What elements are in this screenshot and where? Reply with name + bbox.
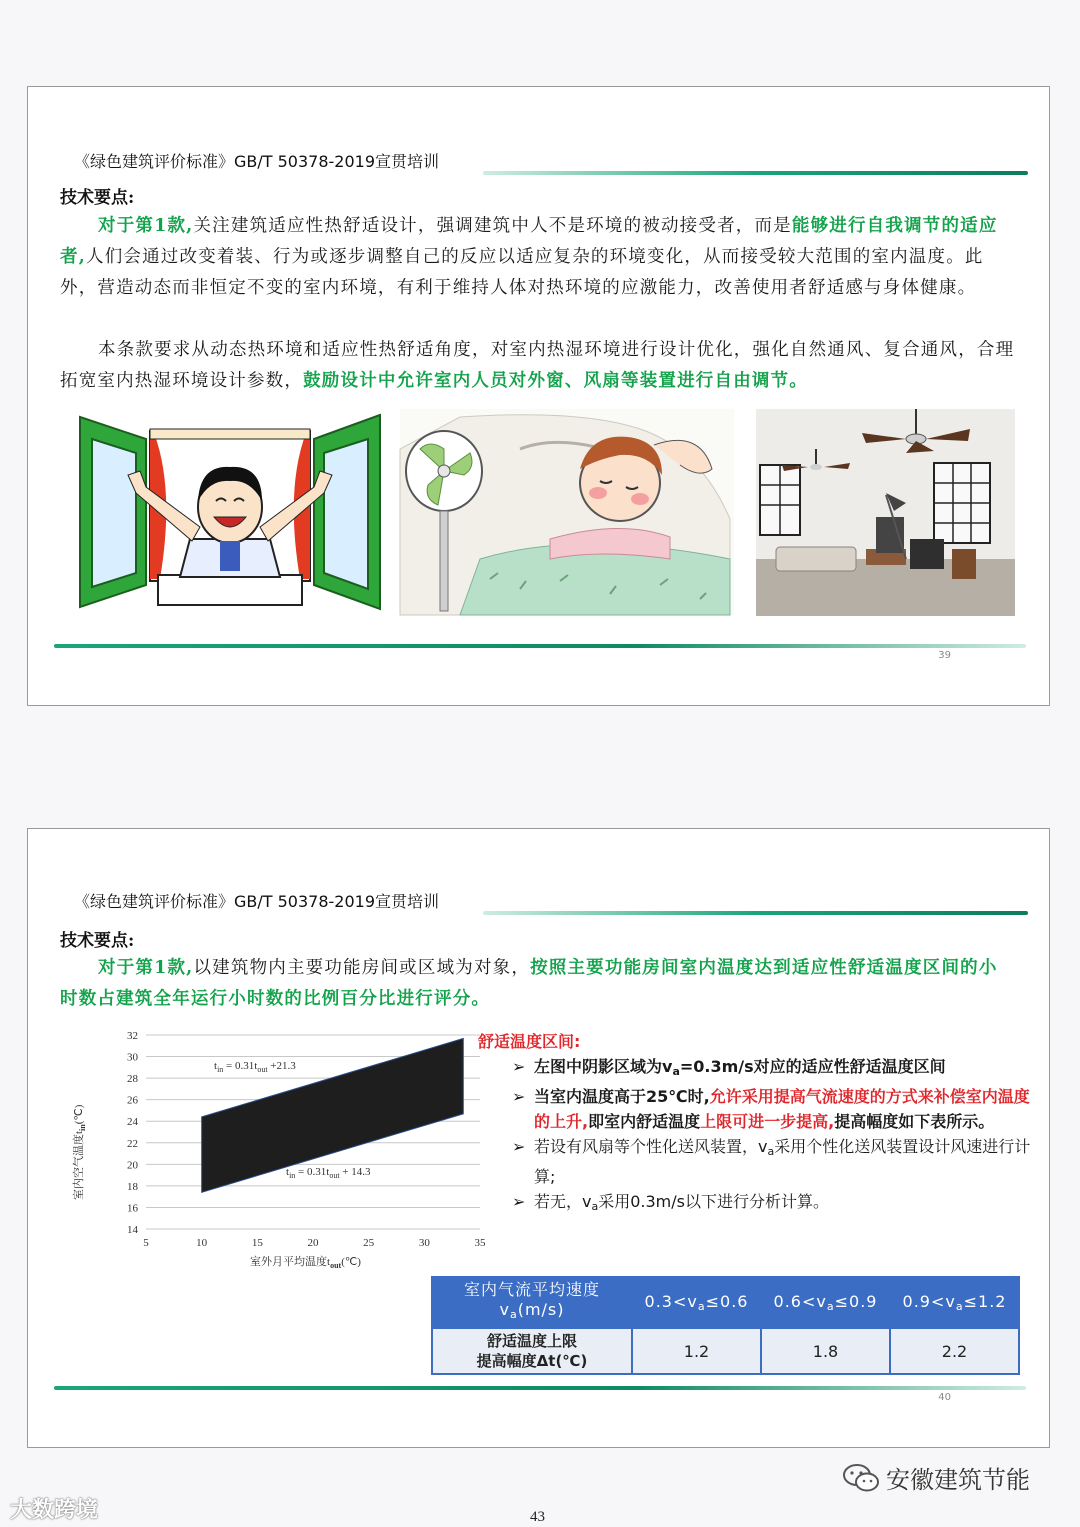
slide-header-title: 《绿色建筑评价标准》GB/T 50378-2019宣贯培训 (74, 892, 440, 911)
slide-header-title: 《绿色建筑评价标准》GB/T 50378-2019宣贯培训 (74, 152, 440, 171)
bullet-text: 左图中阴影区域为v (534, 1057, 673, 1076)
x-tick-label: 15 (251, 1237, 263, 1249)
watermark-right (842, 1460, 1030, 1495)
comfort-temperature-chart (68, 1025, 486, 1275)
bullet-text: 若无，v (534, 1192, 592, 1211)
bullet-subscript: a (767, 1145, 775, 1158)
bullet-subscript: a (672, 1065, 680, 1078)
bullet-text: 当室内温度高于25℃时, (534, 1087, 710, 1106)
arrow-bullet-icon: ➢ (512, 1087, 526, 1106)
table-header-row (432, 1277, 1019, 1328)
comfort-range-title: 舒适温度区间: (478, 1032, 581, 1051)
table-row-label: 舒适温度上限 提高幅度Δt(℃) (432, 1328, 632, 1374)
y-tick-label: 28 (127, 1073, 138, 1086)
x-tick-label: 30 (418, 1237, 430, 1249)
slide-40 (27, 828, 1050, 1448)
paragraph-1 (60, 953, 1015, 1015)
table-cell: 2.2 (890, 1328, 1019, 1374)
bullet-subscript: a (591, 1200, 599, 1213)
watermark-right-text: 安徽建筑节能 (886, 1466, 1030, 1494)
bullet-text: 采用0.3m/s以下进行分析计算。 (598, 1192, 829, 1211)
x-axis-label: 室外月平均温度$t_{out}(℃)$ (250, 1256, 361, 1270)
highlight-clause: 对于第1款, (98, 958, 194, 978)
x-tick-label: 10 (196, 1237, 208, 1249)
table-header-cell: $0.6<v_a\le 0.9$ (761, 1277, 890, 1328)
bullet-item (512, 1084, 1038, 1134)
y-tick-label: 18 (127, 1180, 138, 1193)
paragraph-1 (60, 211, 1015, 304)
highlight-text: 能够进行自我调节的适应者, (60, 216, 998, 267)
arrow-bullet-icon: ➢ (512, 1057, 526, 1076)
x-tick-label: 25 (363, 1237, 375, 1249)
section-heading: 技术要点: (60, 931, 135, 951)
bullet-highlight: 允许采用提高气流速度的方式来补偿室内温度的上升, (534, 1087, 1030, 1131)
y-tick-label: 16 (127, 1202, 138, 1215)
y-tick-label: 20 (127, 1159, 138, 1172)
bullet-text: 提高幅度如下表所示。 (834, 1112, 995, 1131)
bullet-item (512, 1054, 1038, 1084)
y-tick-label: 14 (127, 1224, 138, 1236)
y-tick-label: 32 (127, 1030, 138, 1042)
table-row (432, 1328, 1019, 1374)
watermark-left: 大数跨境 (10, 1498, 99, 1523)
paragraph-text: 关注建筑适应性热舒适设计，强调建筑中人不是环境的被动接受者，而是 (193, 216, 792, 236)
header-stripe (483, 171, 1028, 175)
slide-39 (27, 86, 1050, 706)
arrow-bullet-icon: ➢ (512, 1192, 526, 1211)
x-tick-label: 20 (307, 1237, 319, 1249)
bullet-text: 若设有风扇等个性化送风装置，v (534, 1137, 768, 1156)
header-stripe (483, 911, 1028, 915)
paragraph-text: 本条款要求从动态热环境和适应性热舒适角度，对室内热湿环境进行设计优化，强化自然通风、复合通风，合理拓宽室内热湿环境设计参数， (60, 340, 1015, 391)
table-header-cell: 室内气流平均速度 $v_a(m/s)$ (432, 1277, 632, 1328)
highlight-text: 鼓励设计中允许室内人员对外窗、风扇等装置进行自由调节。 (303, 371, 809, 391)
comfort-range-notes (478, 1029, 1038, 1219)
highlight-clause: 对于第1款, (98, 216, 194, 236)
arrow-bullet-icon: ➢ (512, 1137, 526, 1156)
ceiling-fan-room-photo (756, 409, 1015, 616)
y-tick-label: 26 (127, 1094, 138, 1107)
bullet-text: 采用个性化送风装置设计风速进行计算; (534, 1137, 1031, 1186)
wechat-icon (842, 1462, 880, 1494)
footer-stripe (54, 644, 1026, 648)
paragraph-text: 以建筑物内主要功能房间或区域为对象， (193, 958, 531, 978)
bullet-text: =0.3m/s对应的适应性舒适温度区间 (679, 1057, 946, 1076)
paragraph-2 (60, 335, 1015, 397)
slide-page-number: 40 (938, 1392, 951, 1403)
window-cartoon-illustration (80, 409, 380, 615)
paragraph-text: 人们会通过改变着装、行为或逐步调整自己的反应以适应复杂的环境变化，从而接受较大范围的室内温度。此外，营造动态而非恒定不变的室内环境，有利于维持人体对热环境的应激能力，改善使用者舒适感与身体健康。 (60, 247, 984, 298)
airspeed-table (431, 1276, 1020, 1375)
bullet-text: 即室内舒适温度 (588, 1112, 701, 1131)
table-header-cell: $0.3<v_a\le 0.6$ (632, 1277, 761, 1328)
table-cell: 1.2 (632, 1328, 761, 1374)
x-tick-label: 5 (143, 1237, 149, 1249)
y-tick-label: 22 (127, 1137, 138, 1150)
x-tick-label: 35 (474, 1237, 486, 1249)
bullet-item (512, 1189, 1038, 1219)
table-cell: 1.8 (761, 1328, 890, 1374)
bullet-item (512, 1134, 1038, 1189)
bullet-highlight: 上限可进一步提高, (700, 1112, 835, 1131)
y-tick-label: 24 (127, 1116, 138, 1129)
table-header-cell: $0.9<v_a\le 1.2$ (890, 1277, 1019, 1328)
x-axis-ticks (143, 1237, 486, 1249)
document-page-number: 43 (530, 1509, 545, 1525)
slide-page-number: 39 (938, 650, 951, 661)
footer-stripe (54, 1386, 1026, 1390)
section-heading: 技术要点: (60, 188, 135, 208)
highlight-text: 按照主要功能房间室内温度达到适应性舒适温度区间的小时数占建筑全年运行小时数的比例百分比进行评分。 (60, 958, 998, 1009)
lower-line-label: $t_{in} = 0.31t_{out} + 14.3$ (286, 1166, 371, 1180)
y-tick-label: 30 (127, 1051, 138, 1064)
y-axis-label: 室内空气温度$t_{in}(℃)$ (73, 1104, 87, 1200)
upper-line-label: $t_{in} = 0.31t_{out} +21.3$ (214, 1060, 296, 1074)
fan-sleeping-illustration (400, 409, 734, 615)
y-axis-ticks (127, 1030, 139, 1236)
